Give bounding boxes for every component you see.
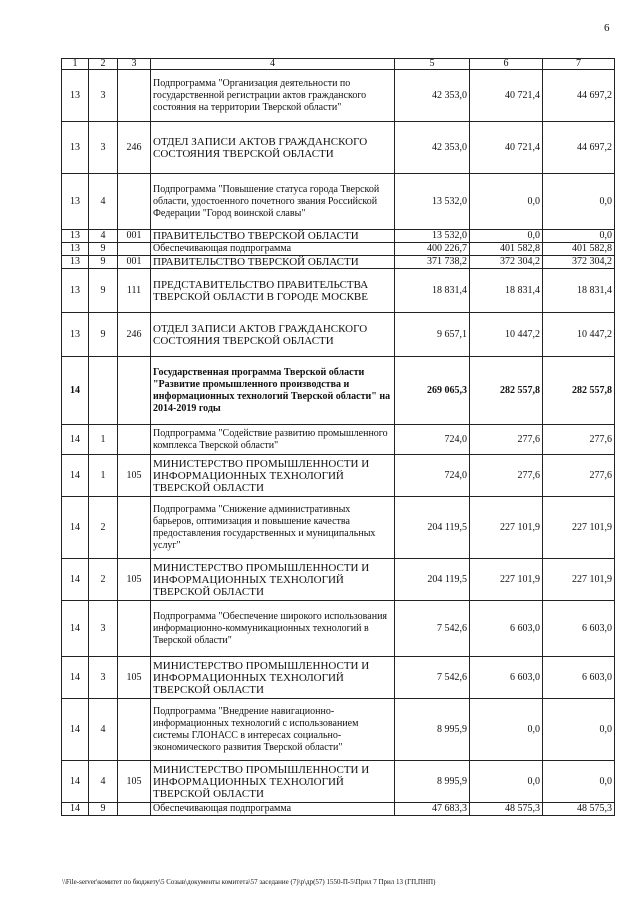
amount-col5-cell: 7 542,6	[395, 657, 470, 699]
column-header-row	[62, 59, 615, 70]
table-row	[62, 699, 615, 761]
description-cell: Подпрограмма "Организация деятельности по государственной регистрации актов гражданского состояния на территории Тверской области"	[151, 70, 395, 122]
code-3-cell	[118, 243, 151, 256]
code-3-cell	[118, 601, 151, 657]
amount-col7-cell: 401 582,8	[543, 243, 615, 256]
description-cell: ПРЕДСТАВИТЕЛЬСТВО ПРАВИТЕЛЬСТВА ТВЕРСКОЙ ОБЛАСТИ В ГОРОДЕ МОСКВЕ	[151, 269, 395, 313]
amount-col6-cell: 277,6	[470, 425, 543, 455]
code-3-cell: 001	[118, 256, 151, 269]
amount-col5-cell: 13 532,0	[395, 230, 470, 243]
amount-col5-cell: 400 226,7	[395, 243, 470, 256]
code-2-cell: 4	[89, 230, 118, 243]
code-3-cell	[118, 497, 151, 559]
code-1-cell: 13	[62, 174, 89, 230]
code-3-cell	[118, 70, 151, 122]
code-3-cell: 105	[118, 559, 151, 601]
code-2-cell: 2	[89, 497, 118, 559]
amount-col5-cell: 204 119,5	[395, 497, 470, 559]
amount-col7-cell: 282 557,8	[543, 357, 615, 425]
amount-col7-cell: 6 603,0	[543, 601, 615, 657]
budget-table	[61, 58, 615, 816]
description-cell: Государственная программа Тверской области "Развитие промышленного производства и информационных технологий Тверской области" на 2014-2019 годы	[151, 357, 395, 425]
code-2-cell: 9	[89, 269, 118, 313]
code-2-cell: 9	[89, 243, 118, 256]
column-header: 2	[89, 59, 118, 70]
code-2-cell: 4	[89, 699, 118, 761]
code-1-cell: 14	[62, 761, 89, 803]
code-2-cell: 4	[89, 761, 118, 803]
amount-col5-cell: 42 353,0	[395, 122, 470, 174]
table-row	[62, 803, 615, 816]
amount-col5-cell: 7 542,6	[395, 601, 470, 657]
amount-col7-cell: 0,0	[543, 230, 615, 243]
amount-col6-cell: 40 721,4	[470, 70, 543, 122]
amount-col7-cell: 0,0	[543, 761, 615, 803]
amount-col6-cell: 227 101,9	[470, 559, 543, 601]
table-row	[62, 243, 615, 256]
code-1-cell: 14	[62, 357, 89, 425]
table-row	[62, 559, 615, 601]
amount-col6-cell: 10 447,2	[470, 313, 543, 357]
table-row	[62, 174, 615, 230]
amount-col6-cell: 401 582,8	[470, 243, 543, 256]
amount-col5-cell: 18 831,4	[395, 269, 470, 313]
amount-col5-cell: 42 353,0	[395, 70, 470, 122]
amount-col6-cell: 48 575,3	[470, 803, 543, 816]
table-row	[62, 70, 615, 122]
code-2-cell: 3	[89, 601, 118, 657]
column-header: 6	[470, 59, 543, 70]
code-1-cell: 14	[62, 455, 89, 497]
code-3-cell: 105	[118, 455, 151, 497]
code-1-cell: 14	[62, 497, 89, 559]
table-row	[62, 657, 615, 699]
description-cell: ПРАВИТЕЛЬСТВО ТВЕРСКОЙ ОБЛАСТИ	[151, 230, 395, 243]
amount-col6-cell: 6 603,0	[470, 657, 543, 699]
amount-col7-cell: 6 603,0	[543, 657, 615, 699]
amount-col7-cell: 0,0	[543, 174, 615, 230]
code-3-cell	[118, 803, 151, 816]
table-row	[62, 256, 615, 269]
code-2-cell	[89, 357, 118, 425]
code-1-cell: 14	[62, 425, 89, 455]
code-3-cell: 246	[118, 122, 151, 174]
table-row	[62, 425, 615, 455]
description-cell: ОТДЕЛ ЗАПИСИ АКТОВ ГРАЖДАНСКОГО СОСТОЯНИЯ ТВЕРСКОЙ ОБЛАСТИ	[151, 122, 395, 174]
amount-col7-cell: 277,6	[543, 455, 615, 497]
amount-col5-cell: 9 657,1	[395, 313, 470, 357]
table-row	[62, 313, 615, 357]
code-1-cell: 14	[62, 559, 89, 601]
code-3-cell	[118, 357, 151, 425]
description-cell: ПРАВИТЕЛЬСТВО ТВЕРСКОЙ ОБЛАСТИ	[151, 256, 395, 269]
amount-col6-cell: 277,6	[470, 455, 543, 497]
amount-col7-cell: 372 304,2	[543, 256, 615, 269]
table-row	[62, 269, 615, 313]
description-cell: Обеспечивающая подпрограмма	[151, 243, 395, 256]
code-1-cell: 13	[62, 313, 89, 357]
amount-col6-cell: 0,0	[470, 699, 543, 761]
code-1-cell: 14	[62, 803, 89, 816]
amount-col5-cell: 8 995,9	[395, 699, 470, 761]
amount-col7-cell: 227 101,9	[543, 497, 615, 559]
table-row	[62, 230, 615, 243]
code-2-cell: 9	[89, 256, 118, 269]
column-header: 1	[62, 59, 89, 70]
description-cell: Обеспечивающая подпрограмма	[151, 803, 395, 816]
code-2-cell: 1	[89, 425, 118, 455]
amount-col5-cell: 371 738,2	[395, 256, 470, 269]
amount-col6-cell: 0,0	[470, 174, 543, 230]
code-1-cell: 13	[62, 122, 89, 174]
code-3-cell	[118, 425, 151, 455]
table-row	[62, 497, 615, 559]
code-3-cell	[118, 174, 151, 230]
code-1-cell: 14	[62, 699, 89, 761]
code-1-cell: 14	[62, 601, 89, 657]
description-cell: Подпрограмма "Повышение статуса города Тверской области, удостоенного почетного звания Российской Федерации "Город воинской славы"	[151, 174, 395, 230]
code-3-cell: 105	[118, 657, 151, 699]
code-2-cell: 9	[89, 803, 118, 816]
code-3-cell: 001	[118, 230, 151, 243]
code-1-cell: 13	[62, 269, 89, 313]
amount-col7-cell: 18 831,4	[543, 269, 615, 313]
amount-col6-cell: 0,0	[470, 761, 543, 803]
amount-col5-cell: 8 995,9	[395, 761, 470, 803]
table-row	[62, 761, 615, 803]
column-header: 3	[118, 59, 151, 70]
description-cell: МИНИСТЕРСТВО ПРОМЫШЛЕННОСТИ И ИНФОРМАЦИОННЫХ ТЕХНОЛОГИЙ ТВЕРСКОЙ ОБЛАСТИ	[151, 657, 395, 699]
amount-col7-cell: 10 447,2	[543, 313, 615, 357]
description-cell: МИНИСТЕРСТВО ПРОМЫШЛЕННОСТИ И ИНФОРМАЦИОННЫХ ТЕХНОЛОГИЙ ТВЕРСКОЙ ОБЛАСТИ	[151, 559, 395, 601]
code-2-cell: 3	[89, 122, 118, 174]
amount-col6-cell: 227 101,9	[470, 497, 543, 559]
amount-col7-cell: 277,6	[543, 425, 615, 455]
column-header: 7	[543, 59, 615, 70]
code-1-cell: 14	[62, 657, 89, 699]
amount-col6-cell: 18 831,4	[470, 269, 543, 313]
amount-col7-cell: 44 697,2	[543, 122, 615, 174]
amount-col6-cell: 372 304,2	[470, 256, 543, 269]
description-cell: Подпрограмма "Содействие развитию промышленного комплекса Тверской области"	[151, 425, 395, 455]
amount-col7-cell: 44 697,2	[543, 70, 615, 122]
amount-col7-cell: 48 575,3	[543, 803, 615, 816]
amount-col5-cell: 13 532,0	[395, 174, 470, 230]
code-1-cell: 13	[62, 256, 89, 269]
code-3-cell: 105	[118, 761, 151, 803]
amount-col7-cell: 0,0	[543, 699, 615, 761]
amount-col5-cell: 724,0	[395, 455, 470, 497]
description-cell: МИНИСТЕРСТВО ПРОМЫШЛЕННОСТИ И ИНФОРМАЦИОННЫХ ТЕХНОЛОГИЙ ТВЕРСКОЙ ОБЛАСТИ	[151, 761, 395, 803]
code-2-cell: 9	[89, 313, 118, 357]
description-cell: Подпрограмма "Внедрение навигационно-информационных технологий с использованием системы ГЛОНАСС в интересах социально-экономического развития Тверской области"	[151, 699, 395, 761]
amount-col5-cell: 204 119,5	[395, 559, 470, 601]
amount-col7-cell: 227 101,9	[543, 559, 615, 601]
code-1-cell: 13	[62, 230, 89, 243]
amount-col6-cell: 282 557,8	[470, 357, 543, 425]
code-2-cell: 4	[89, 174, 118, 230]
description-cell: ОТДЕЛ ЗАПИСИ АКТОВ ГРАЖДАНСКОГО СОСТОЯНИЯ ТВЕРСКОЙ ОБЛАСТИ	[151, 313, 395, 357]
description-cell: Подпрограмма "Снижение административных барьеров, оптимизация и повышение качества предоставления государственных и муниципальных услуг"	[151, 497, 395, 559]
code-2-cell: 3	[89, 70, 118, 122]
code-2-cell: 1	[89, 455, 118, 497]
amount-col5-cell: 47 683,3	[395, 803, 470, 816]
description-cell: МИНИСТЕРСТВО ПРОМЫШЛЕННОСТИ И ИНФОРМАЦИОННЫХ ТЕХНОЛОГИЙ ТВЕРСКОЙ ОБЛАСТИ	[151, 455, 395, 497]
amount-col6-cell: 6 603,0	[470, 601, 543, 657]
page-number: 6	[604, 22, 610, 34]
table-row	[62, 455, 615, 497]
amount-col6-cell: 40 721,4	[470, 122, 543, 174]
code-1-cell: 13	[62, 70, 89, 122]
amount-col5-cell: 269 065,3	[395, 357, 470, 425]
table-row	[62, 601, 615, 657]
description-cell: Подпрограмма "Обеспечение широкого использования информационно-коммуникационных технологий в Тверской области"	[151, 601, 395, 657]
code-3-cell	[118, 699, 151, 761]
code-3-cell: 246	[118, 313, 151, 357]
amount-col5-cell: 724,0	[395, 425, 470, 455]
code-3-cell: 111	[118, 269, 151, 313]
table-row	[62, 122, 615, 174]
column-header: 4	[151, 59, 395, 70]
code-1-cell: 13	[62, 243, 89, 256]
code-2-cell: 2	[89, 559, 118, 601]
amount-col6-cell: 0,0	[470, 230, 543, 243]
file-path-footer: \\File-server\комитет по бюджету\5 Созыв\документы комитета\57 заседание (7)\р\др(57) 1550-П-5\Прил 7 Прил 13 (ГП,ПНП)	[62, 878, 436, 886]
table-row	[62, 357, 615, 425]
column-header: 5	[395, 59, 470, 70]
code-2-cell: 3	[89, 657, 118, 699]
